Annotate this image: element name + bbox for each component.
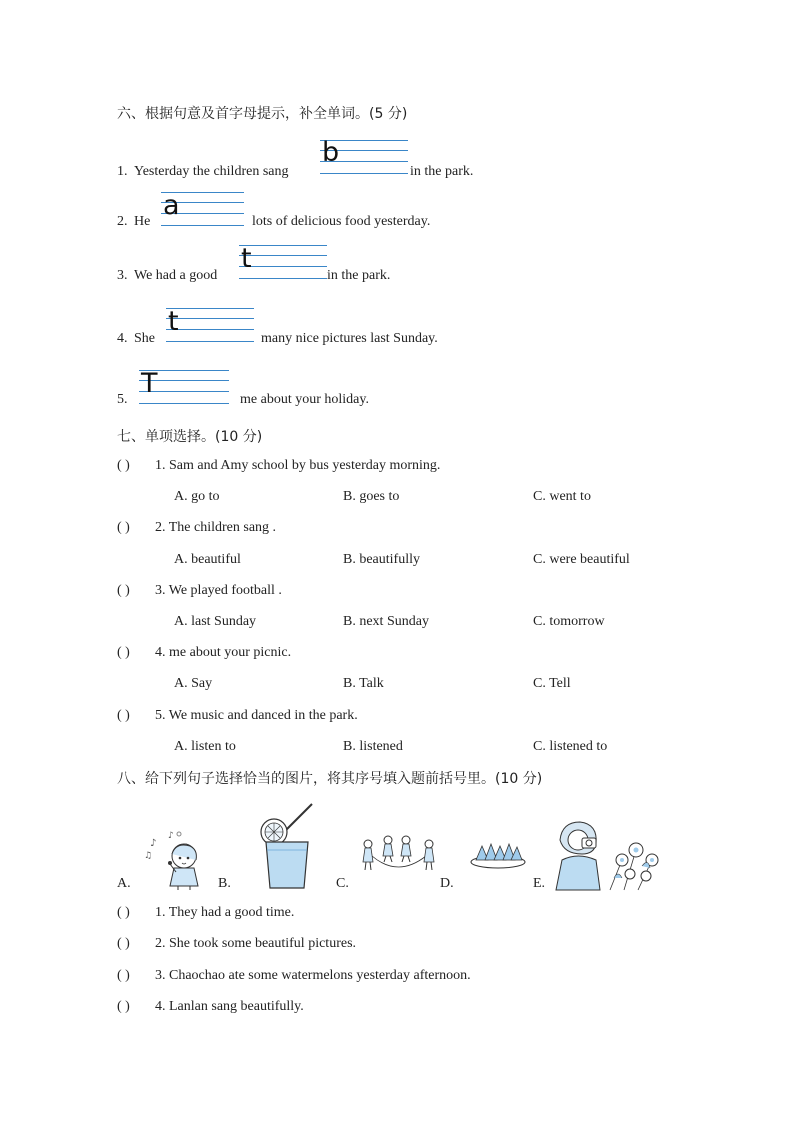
item5-answer-lines[interactable] xyxy=(139,370,229,406)
picture-label-e: E. xyxy=(533,876,546,891)
item1-text-after: in the park. xyxy=(410,164,474,179)
section7-title: 七、单项选择。(10 分) xyxy=(117,429,263,445)
picture-label-b: B. xyxy=(218,876,231,891)
item1-number: 1. xyxy=(117,164,128,179)
q3-option-c: C. tomorrow xyxy=(533,614,605,629)
item4-text-after: many nice pictures last Sunday. xyxy=(261,331,438,346)
item1-answer-lines[interactable] xyxy=(320,137,408,176)
item5-hint-letter: T xyxy=(141,368,158,399)
q1-answer-paren[interactable]: ( ) xyxy=(117,458,130,473)
item4-text-before: She xyxy=(134,331,155,346)
q2-option-b: B. beautifully xyxy=(343,552,420,567)
watermelon-plate-illustration xyxy=(470,838,526,870)
s8-q3-answer-paren[interactable]: ( ) xyxy=(117,968,130,983)
item2-number: 2. xyxy=(117,214,128,229)
item2-answer-lines[interactable] xyxy=(161,192,244,228)
item2-text-after: lots of delicious food yesterday. xyxy=(252,214,431,229)
q4-answer-paren[interactable]: ( ) xyxy=(117,645,130,660)
s8-q1-answer-paren[interactable]: ( ) xyxy=(117,905,130,920)
q4-option-a: A. Say xyxy=(174,676,213,691)
q3-option-a: A. last Sunday xyxy=(174,614,257,629)
item5-text-after: me about your holiday. xyxy=(240,392,369,407)
q2-option-a: A. beautiful xyxy=(174,552,241,567)
q5-option-c: C. listened to xyxy=(533,739,608,754)
q4-stem: 4. me about your picnic. xyxy=(155,645,292,660)
item3-hint-letter: t xyxy=(241,243,252,274)
q5-answer-paren[interactable]: ( ) xyxy=(117,708,130,723)
q1-option-a: A. go to xyxy=(174,489,220,504)
q1-option-b: B. goes to xyxy=(343,489,400,504)
q3-option-b: B. next Sunday xyxy=(343,614,429,629)
s8-q1-text: 1. They had a good time. xyxy=(155,905,295,920)
item4-number: 4. xyxy=(117,331,128,346)
s8-q3-text: 3. Chaochao ate some watermelons yesterday afternoon. xyxy=(155,968,471,983)
item3-text-before: We had a good xyxy=(134,268,218,283)
woman-taking-pictures-illustration xyxy=(552,820,662,892)
item5-number: 5. xyxy=(117,392,128,407)
s8-q4-text: 4. Lanlan sang beautifully. xyxy=(155,999,304,1014)
q1-option-c: C. went to xyxy=(533,489,591,504)
item1-hint-letter: b xyxy=(322,137,340,168)
q2-answer-paren[interactable]: ( ) xyxy=(117,520,130,535)
singing-girl-illustration xyxy=(140,828,210,890)
picture-label-a: A. xyxy=(117,876,131,891)
children-playing-illustration xyxy=(356,834,440,874)
q3-stem: 3. We played football . xyxy=(155,583,282,598)
item2-hint-letter: a xyxy=(163,190,180,221)
item1-text-before: Yesterday the children sang xyxy=(134,164,289,179)
item3-answer-lines[interactable] xyxy=(239,245,327,281)
s8-q4-answer-paren[interactable]: ( ) xyxy=(117,999,130,1014)
q2-stem: 2. The children sang . xyxy=(155,520,277,535)
item3-number: 3. xyxy=(117,268,128,283)
item2-text-before: He xyxy=(134,214,151,229)
q2-option-c: C. were beautiful xyxy=(533,552,630,567)
section8-title: 八、给下列句子选择恰当的图片，将其序号填入题前括号里。(10 分) xyxy=(117,771,543,787)
item4-answer-lines[interactable] xyxy=(166,308,254,344)
q4-option-b: B. Talk xyxy=(343,676,384,691)
q5-option-a: A. listen to xyxy=(174,739,236,754)
juice-glass-illustration xyxy=(252,802,314,890)
q3-answer-paren[interactable]: ( ) xyxy=(117,583,130,598)
svg-text:♪: ♪ xyxy=(168,831,174,841)
q5-option-b: B. listened xyxy=(343,739,403,754)
item3-text-after: in the park. xyxy=(327,268,391,283)
s8-q2-text: 2. She took some beautiful pictures. xyxy=(155,936,357,951)
item4-hint-letter: t xyxy=(168,306,179,337)
section6-title: 六、根据句意及首字母提示，补全单词。(5 分) xyxy=(117,106,408,122)
q4-option-c: C. Tell xyxy=(533,676,571,691)
picture-label-c: C. xyxy=(336,876,349,891)
q1-stem: 1. Sam and Amy school by bus yesterday morning. xyxy=(155,458,441,473)
svg-text:♪: ♪ xyxy=(150,838,157,849)
q5-stem: 5. We music and danced in the park. xyxy=(155,708,358,723)
svg-text:♫: ♫ xyxy=(144,851,153,861)
picture-label-d: D. xyxy=(440,876,454,891)
s8-q2-answer-paren[interactable]: ( ) xyxy=(117,936,130,951)
